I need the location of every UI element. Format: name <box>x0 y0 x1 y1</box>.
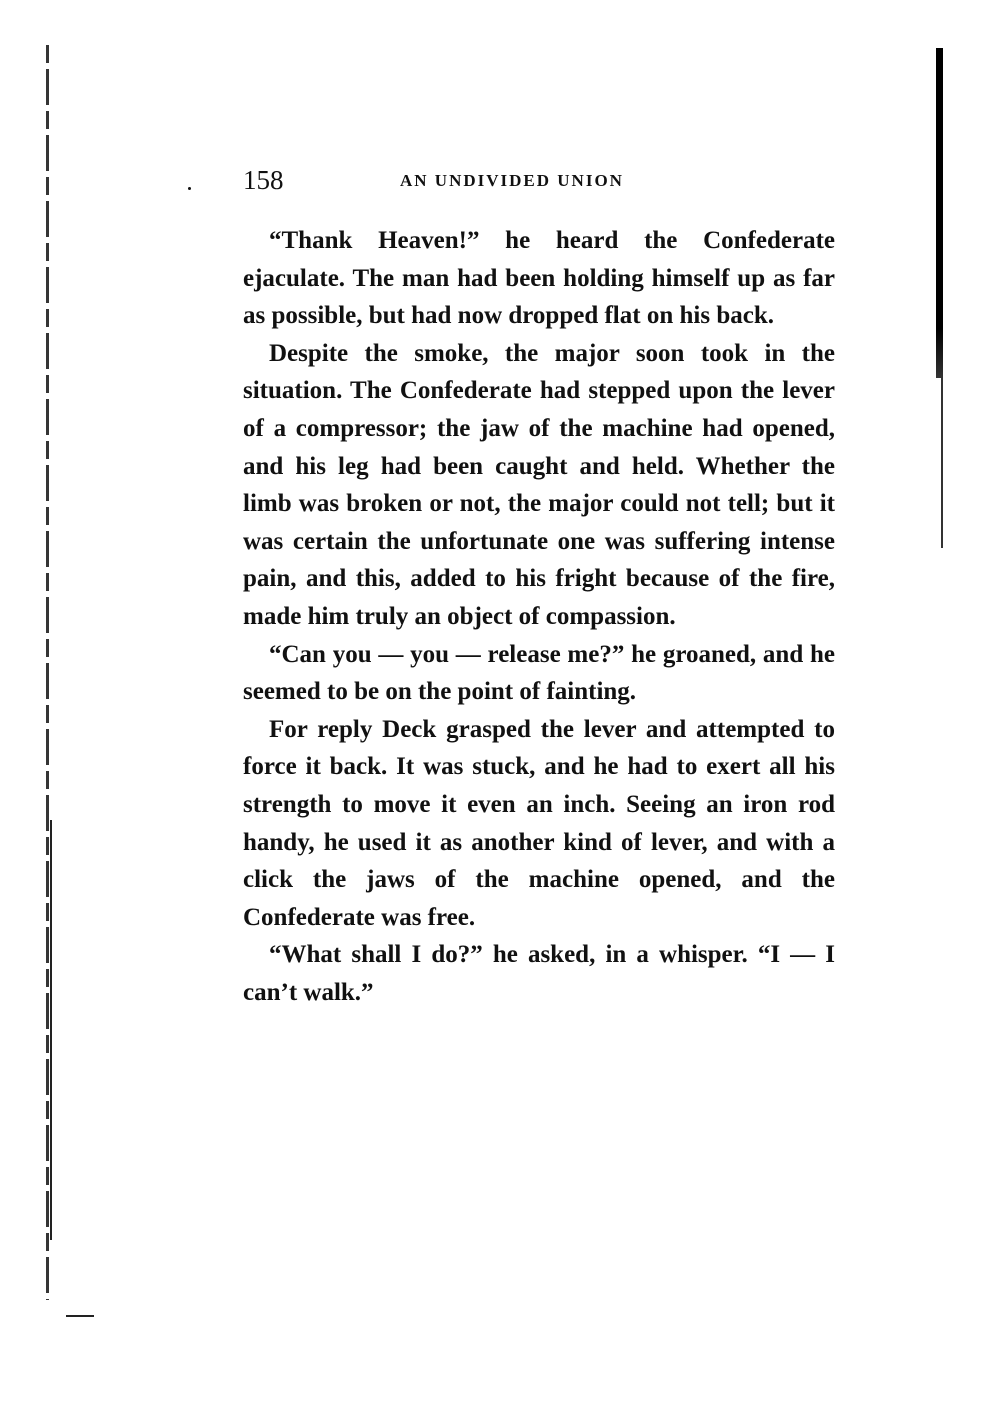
running-title: AN UNDIVIDED UNION <box>400 171 624 190</box>
paragraph: “Can you — you — release me?” he groaned, and he seemed to be on the point of fainting. <box>243 640 835 706</box>
scan-speck <box>188 187 191 190</box>
paragraph: For reply Deck grasped the lever and attempted to force it back. It was stuck, and he had to exert all his strength to move it even an inch. Seeing an iron rod handy, he used it as another kind of lever, and with a click the jaws of the machine opened, and the Confederate was free. <box>243 715 835 931</box>
scan-mark <box>66 1315 94 1317</box>
scan-border-left <box>46 45 49 1300</box>
paragraph: “Thank Heaven!” he heard the Confederate ejaculate. The man had been holding himself up as far as possible, but had now dropped flat on his back. <box>243 227 835 330</box>
page-number: 158 <box>243 165 284 195</box>
scan-border-right <box>936 48 943 378</box>
scan-border-left-inner <box>50 820 52 1240</box>
body-text <box>243 222 835 1011</box>
scan-border-right-lower <box>941 378 943 548</box>
running-head <box>243 165 835 201</box>
paragraph: Despite the smoke, the major soon took in the situation. The Confederate had stepped upon the lever of a compressor; the jaw of the machine had opened, and his leg had been caught and held. Whether the limb was broken or not, the major could not tell; but it was certain the unfortunate one was suffering intense pain, and this, added to his fright because of the fire, made him truly an object of compassion. <box>243 339 835 630</box>
paragraph: “What shall I do?” he asked, in a whisper. “I — I can’t walk.” <box>243 941 835 1006</box>
